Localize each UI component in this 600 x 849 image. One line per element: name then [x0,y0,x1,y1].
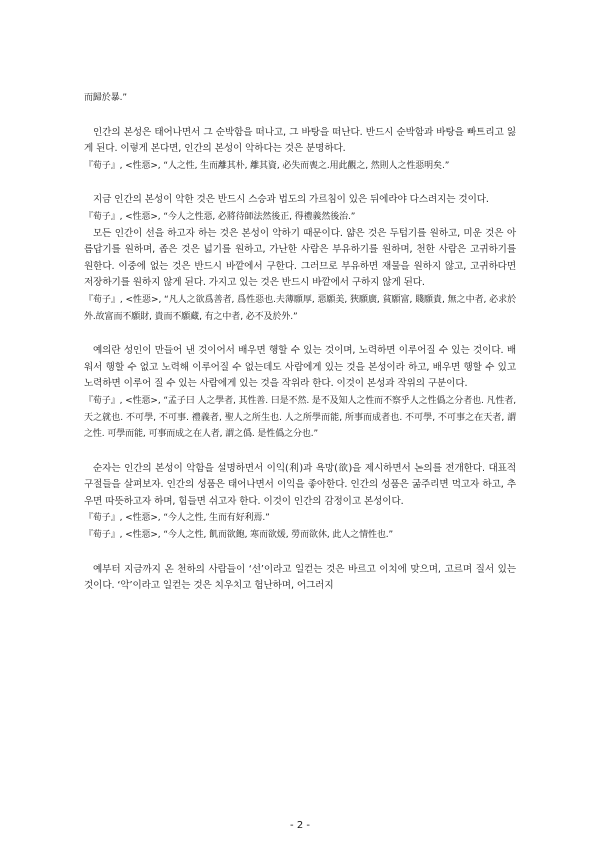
spacer [84,443,516,461]
page-number: - 2 - [290,820,310,831]
paragraph: 순자는 인간의 본성이 악함을 설명하면서 이익(利)과 욕망(欲)을 제시하면서 논의를 전개한다. 대표적 구절들을 살펴보자. 인간의 성품은 태어나면서 이익을 좋아한다. 인간의 성품은 굶주리면 먹고자 하고, 추우면 따뜻하고자 하며, 힘들면 쉬고자 한다. 이것이 인간의 감정이고 본성이다. [84,462,516,507]
citation-quote: 『荀子』, <性惡>, “孟子曰 人之學者, 其性善. 曰是不然. 是不及知人之性而不察乎人之性僞之分者也. 凡性者, 天之就也. 不可學, 不可事. 禮義者, 聖人之所生也. 人之所學而能, 所事而成者也. 不可學, 不可事之在天者, 謂之性. 可學而能, 可事而成之在人者, 謂之僞. 是性僞之分也.” [84,395,516,440]
citation-quote: 『荀子』, <性惡>, “今人之性惡, 必將待師法然後正, 得禮義然後治.” [84,211,356,222]
spacer [84,174,516,192]
citation-quote: 『荀子』, <性惡>, “凡人之欲爲善者, 爲性惡也.夫薄願厚, 惡願美, 狹願廣, 貧願富, 賤願貴, 無之中者, 必求於外.故富而不願財, 貴而不願藏, 有之中者, 必不及於外.” [84,294,516,322]
paragraph: 예의란 성인이 만들어 낸 것이어서 배우면 행할 수 있는 것이며, 노력하면 이루어질 수 있는 것이다. 배워서 행할 수 없고 노력해 이루어질 수 없는데도 사람에게 있는 것을 본성이라 하고, 배우면 행할 수 있고 노력하면 이루어 질 수 있는 사람에게 있는 것을 작위라 한다. 이것이 본성과 작위의 구분이다. [84,345,516,390]
paragraph: 인간의 본성은 태어나면서 그 순박함을 떠나고, 그 바탕을 떠난다. 반드시 순박함과 바탕을 빠트리고 잃게 된다. 이렇게 본다면, 인간의 본성이 악하다는 것은 분명하다. [84,126,516,155]
spacer [84,325,516,343]
citation-quote: 『荀子』, <性惡>, “人之性, 生而離其朴, 離其資, 必失而喪之.用此觀之, 然則人之性惡明矣.” [84,160,450,171]
spacer [84,107,516,125]
paragraph: 모든 인간이 선을 하고자 하는 것은 본성이 악하기 때문이다. 얇은 것은 두텁기를 원하고, 미운 것은 아름답기를 원하며, 좁은 것은 넓기를 원하고, 가난한 사람은 부유하기를 원하며, 천한 사람은 고귀하기를 원한다. 이중에 없는 것은 반드시 바깥에서 구한다. 그러므로 부유하면 재물을 원하지 않고, 고귀하다면 저장하기를 원하지 않게 된다. 가지고 있는 것은 반드시 바깥에서 구하지 않게 된다. [84,227,516,289]
citation-quote: 『荀子』, <性惡>, “今人之性, 生而有好利焉.” [84,513,270,524]
citation-quote: 『荀子』, <性惡>, “今人之性, 飢而欲飽, 寒而欲煖, 勞而欲休, 此人之情性也.” [84,530,394,541]
paragraph: 예부터 지금까지 온 천하의 사람들이 ‘선’이라고 일컫는 것은 바르고 이치에 맞으며, 고르며 질서 있는 것이다. ‘악’이라고 일컫는 것은 치우치고 험난하며, 어그러지 [84,563,516,592]
quote-continuation: 而歸於暴.” [84,93,127,103]
page-content [84,90,516,595]
spacer [84,544,516,562]
paragraph: 지금 인간의 본성이 악한 것은 반드시 스승과 법도의 가르침이 있은 뒤에라야 다스려지는 것이다. [93,194,489,206]
